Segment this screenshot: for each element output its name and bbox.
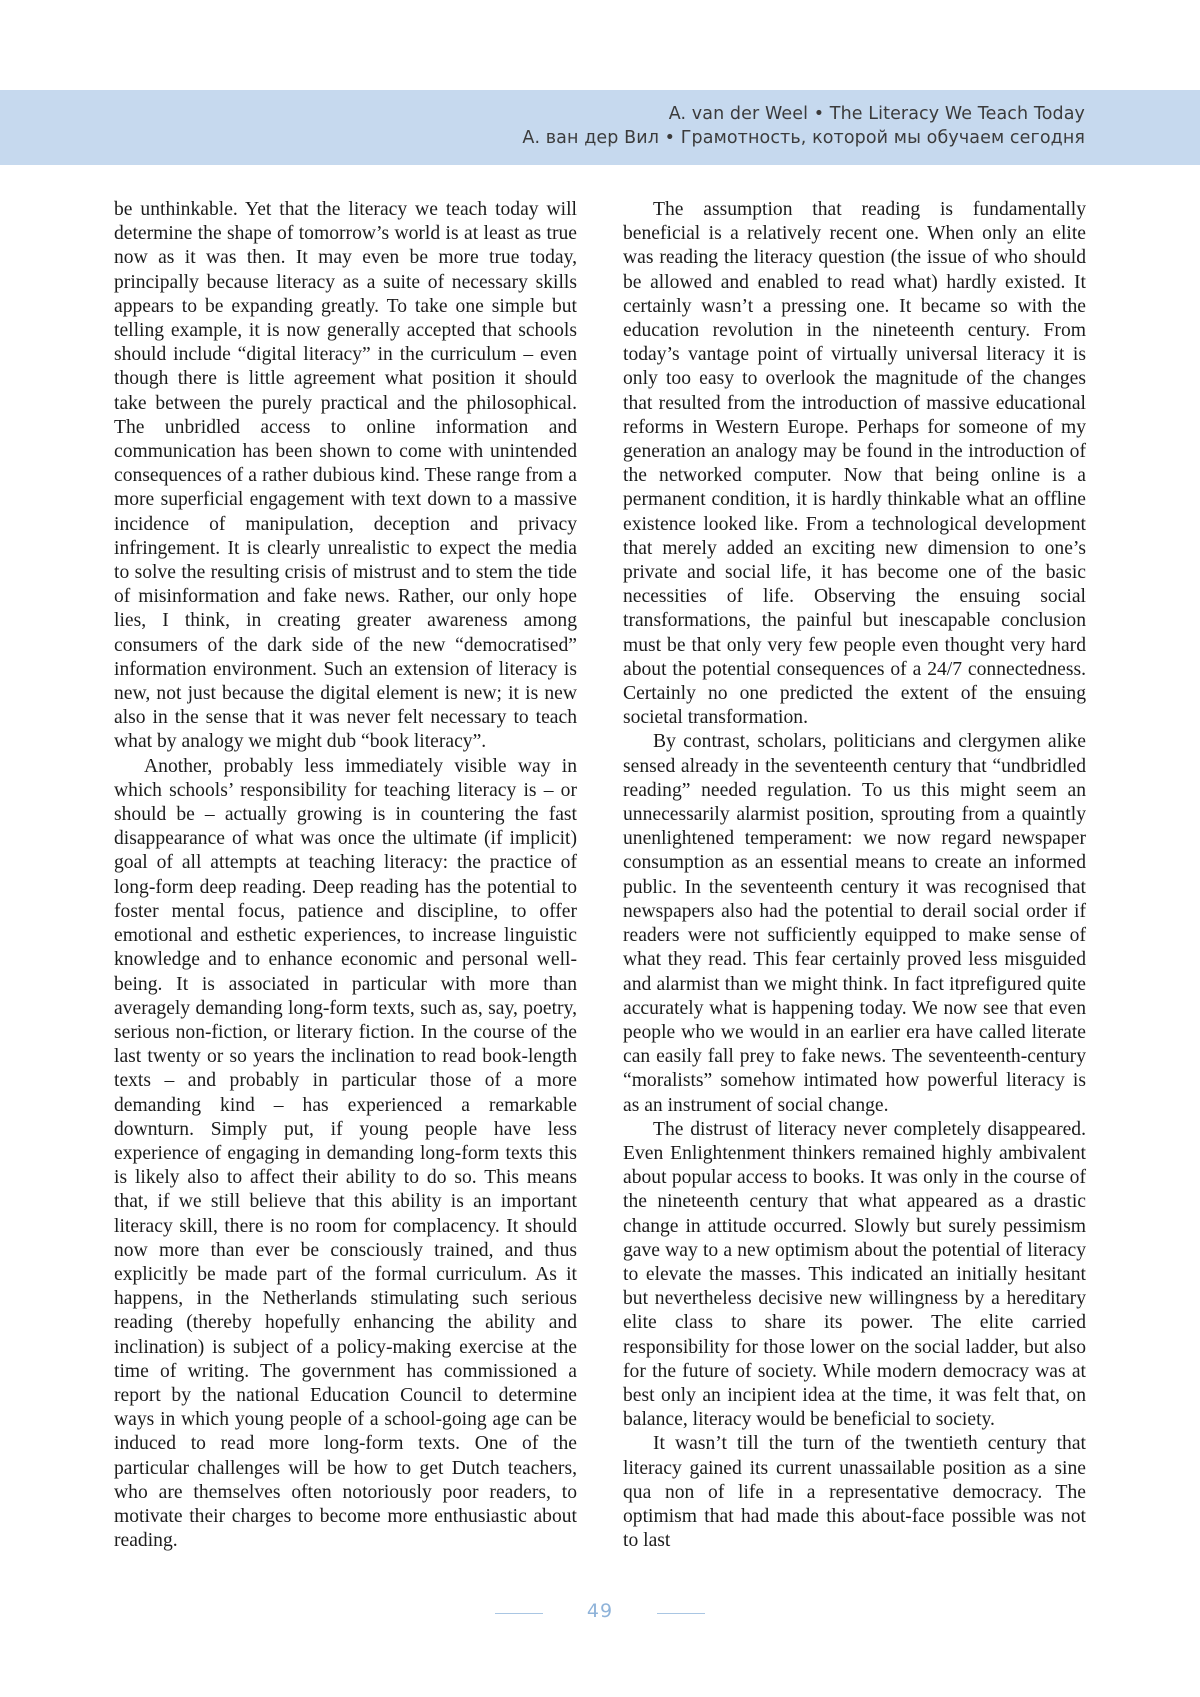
paragraph: Another, probably less immediately visible way in which schools’ responsibility for teaching literacy is – or should be – actually growing is in countering the fast disappearance of what was once the ultimate (if implicit) goal of all attempts at teaching literacy: the practice of long-form deep reading. Deep reading has the potential to foster mental focus, patience and discipline, to offer emotional and esthetic experiences, to increase linguistic knowledge and to enhance economic and personal well-being. It is associated in particular with more than averagely demanding long-form texts, such as, say, poetry, serious non-fiction, or literary fiction. In the course of the last twenty or so years the inclination to read book-length texts – and probably in particular those of a more demanding kind – has experienced a remarkable downturn. Simply put, if young people have less experience of engaging in demanding long-form texts this is likely also to affect their ability to do so. This means that, if we still believe that this ability is an important literacy skill, there is no room for complacency. It should now more than ever be consciously trained, and thus explicitly be made part of the formal curriculum. As it happens, in the Netherlands stimulating such serious reading (thereby hopefully enhancing the ability and inclination) is subject of a policy-making exercise at the time of writing. The government has commissioned a report by the national Education Council to determine ways in which young people of a school-going age can be induced to read more long-form texts. One of the particular challenges will be how to get Dutch teachers, who are themselves often notoriously poor readers, to motivate their charges to become more enthusiastic about reading. [114, 755, 577, 1554]
text-column-right [623, 198, 1086, 1553]
paragraph: The distrust of literacy never completely disappeared. Even Enlightenment thinkers remained highly ambivalent about popular access to books. It was only in the course of the nineteenth century that what appeared as a drastic change in attitude occurred. Slowly but surely pessimism gave way to a new optimism about the potential of literacy to elevate the masses. This indicated an initially hesitant but nevertheless decisive new willingness by a hereditary elite class to share its power. The elite carried responsibility for those lower on the social ladder, but also for the future of society. While modern democracy was at best only an incipient idea at the time, it was felt that, on balance, literacy would be beneficial to society. [623, 1118, 1086, 1433]
paragraph: By contrast, scholars, politicians and clergymen alike sensed already in the seventeenth century that “undbridled reading” needed regulation. To us this might seem an unnecessarily alarmist position, sprouting from a quaintly unenlightened temperament: we now regard newspaper consumption as an essential means to create an informed public. In the seventeenth century it was recognised that newspapers also had the potential to derail social order if readers were not sufficiently equipped to make sense of what they read. This fear certainly proved less misguided and alarmist than we might think. In fact itprefigured quite accurately what is happening today. We now see that even people who we would in an earlier era have called literate can easily fall prey to fake news. The seventeenth-century “moralists” somehow intimated how powerful literacy is as an instrument of social change. [623, 730, 1086, 1117]
page-number: 49 [560, 1600, 640, 1622]
page-footer [0, 1600, 1200, 1630]
paragraph: be unthinkable. Yet that the literacy we teach today will determine the shape of tomorrow’s world is at least as true now as it was then. It may even be more true today, principally because literacy as a suite of necessary skills appears to be expanding greatly. To take one simple but telling example, it is now generally accepted that schools should include “digital literacy” in the curriculum – even though there is little agreement what position it should take between the purely practical and the philosophical. The unbridled access to online information and communication has been shown to come with unintended consequences of a rather dubious kind. These range from a more superficial engagement with text down to a massive incidence of manipulation, deception and privacy infringement. It is clearly unrealistic to expect the media to solve the resulting crisis of mistrust and to stem the tide of misinformation and fake news. Rather, our only hope lies, I think, in creating greater awareness among consumers of the dark side of the new “democratised” information environment. Such an extension of literacy is new, not just because the digital element is new; it is new also in the sense that it was never felt necessary to teach what by analogy we might dub “book literacy”. [114, 198, 577, 755]
footer-rule-right [657, 1613, 705, 1614]
paragraph: The assumption that reading is fundamentally beneficial is a relatively recent one. When only an elite was reading the literacy question (the issue of who should be allowed and enabled to read what) hardly existed. It certainly wasn’t a pressing one. It became so with the education revolution in the nineteenth century. From today’s vantage point of virtually universal literacy it is only too easy to overlook the magnitude of the changes that resulted from the introduction of massive educational reforms in Western Europe. Perhaps for someone of my generation an analogy may be found in the introduction of the networked computer. Now that being online is a permanent condition, it is hardly thinkable what an offline existence looked like. From a technological development that merely added an exciting new dimension to one’s private and social life, it has become one of the basic necessities of life. Observing the ensuing social transformations, the painful but inescapable conclusion must be that only very few people even thought very hard about the potential consequences of a 24/7 connectedness. Certainly no one predicted the extent of the ensuing societal transformation. [623, 198, 1086, 730]
running-header [0, 90, 1200, 165]
header-title-english: A. van der Weel • The Literacy We Teach Today [522, 102, 1085, 126]
header-title-russian: А. ван дер Вил • Грамотность, которой мы обучаем сегодня [522, 126, 1085, 150]
paragraph: It wasn’t till the turn of the twentieth century that literacy gained its current unassailable position as a sine qua non of life in a representative democracy. The optimism that had made this about-face possible was not to last [623, 1432, 1086, 1553]
text-column-left [114, 198, 577, 1553]
running-header-text [522, 102, 1085, 150]
footer-rule-left [495, 1613, 543, 1614]
